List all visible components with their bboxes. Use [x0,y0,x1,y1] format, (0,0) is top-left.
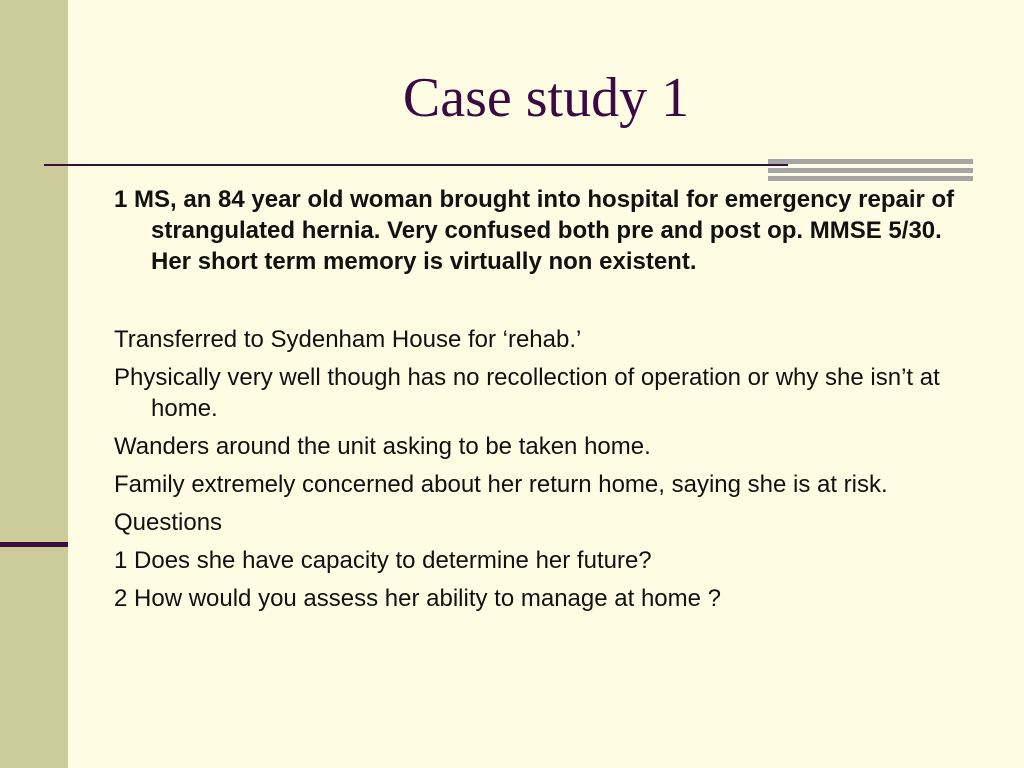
questions-heading: Questions [114,509,223,536]
slide-title: Case study 1 [402,67,690,129]
left-decorative-band [0,0,68,768]
body-paragraph-transfer: Transferred to Sydenham House for ‘rehab.’ [114,326,582,353]
case-summary: 1 MS, an 84 year old woman brought into hospital for emergency repair of strangulated hernia. Very confused both pre and post op. MMSE 5/30. Her short term memory is virtually non existent. [114,186,955,275]
body-paragraph-family: Family extremely concerned about her return home, saying she is at risk. [114,471,888,498]
left-band-rule [0,542,68,547]
body-paragraph-wanders: Wanders around the unit asking to be taken home. [114,433,651,460]
question-2: 2 How would you assess her ability to manage at home ? [114,585,721,612]
body-paragraph-physical: Physically very well though has no recollection of operation or why she isn’t at home. [114,364,940,422]
title-divider [44,164,788,166]
question-1: 1 Does she have capacity to determine her future? [114,547,652,574]
decorative-gray-bar [768,159,973,164]
decorative-gray-bar [768,176,973,181]
slide-body [114,184,964,621]
decorative-gray-bar [768,168,973,173]
